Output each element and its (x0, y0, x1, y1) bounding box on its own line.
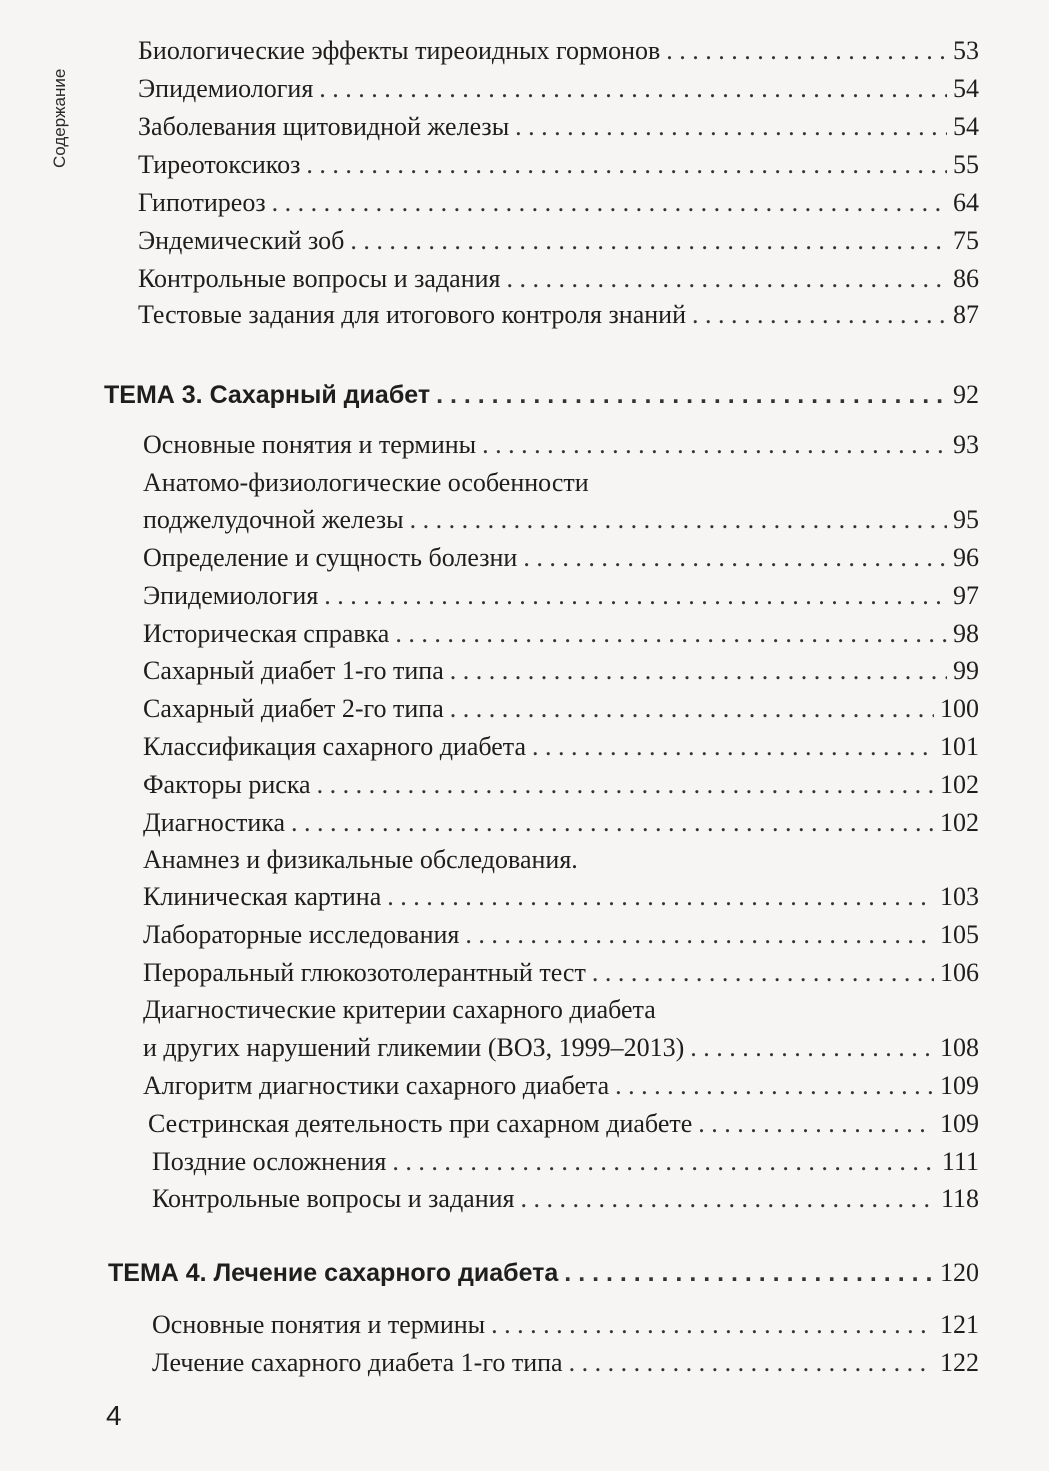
toc-entry-page: 55 (953, 150, 979, 179)
toc-entry-page: 86 (953, 264, 979, 293)
toc-entry-page: 100 (940, 694, 979, 723)
toc-entry-page: 121 (940, 1310, 979, 1339)
toc-entry (143, 880, 979, 914)
leader-dots (692, 298, 947, 332)
leader-dots (666, 34, 947, 68)
toc-entry-page: 106 (940, 958, 979, 987)
toc-entry-title: Эпидемиология (143, 581, 319, 610)
toc-entry (143, 617, 979, 651)
toc-entry-page: 95 (953, 505, 979, 534)
toc-entry-title: Тестовые задания для итогового контроля знаний (138, 300, 686, 329)
toc-entry (143, 730, 979, 764)
toc-entry (143, 541, 979, 575)
leader-dots (410, 503, 947, 537)
toc-entry (143, 843, 979, 877)
toc-entry (138, 72, 979, 106)
toc-entry-page: 93 (953, 430, 979, 459)
toc-entry-title: Сестринская деятельность при сахарном диабете (148, 1109, 693, 1138)
leader-dots (698, 1107, 934, 1141)
toc-entry-page: 102 (940, 808, 979, 837)
leader-dots (272, 186, 947, 220)
leader-dots (450, 654, 947, 688)
toc-entry-page: 54 (953, 74, 979, 103)
toc-entry-title: Тиреотоксикоз (138, 150, 301, 179)
toc-entry-title: Лечение сахарного диабета 1-го типа (152, 1348, 563, 1377)
leader-dots (350, 224, 947, 258)
toc-entry-title: Контрольные вопросы и задания (152, 1184, 515, 1213)
toc-entry (138, 148, 979, 182)
toc-entry (143, 806, 979, 840)
toc-entry-page: 101 (940, 732, 979, 761)
toc-entry (143, 428, 979, 462)
leader-dots (569, 1346, 934, 1380)
leader-dots (482, 428, 947, 462)
toc-section-heading (108, 1256, 979, 1290)
toc-entry-title: Диагностика (143, 808, 286, 837)
toc-entry-title: Историческая справка (143, 619, 390, 648)
toc-entry-title: Определение и сущность болезни (143, 543, 518, 572)
leader-dots (450, 692, 934, 726)
toc-entry-title: и других нарушений гликемии (ВОЗ, 1999–2013) (143, 1033, 685, 1062)
toc-entry (138, 110, 979, 144)
leader-dots (306, 148, 947, 182)
toc-entry-title: Сахарный диабет 2-го типа (143, 694, 444, 723)
toc-heading-title: ТЕМА 4. Лечение сахарного диабета (108, 1259, 559, 1287)
toc-entry (143, 918, 979, 952)
toc-entry-page: 122 (940, 1348, 979, 1377)
toc-entry-title: поджелудочной железы (143, 505, 404, 534)
leader-dots (436, 378, 947, 412)
toc-entry (143, 654, 979, 688)
toc-entry-title: Поздние осложнения (152, 1147, 387, 1176)
toc-entry-title: Классификация сахарного диабета (143, 732, 527, 761)
toc-entry-page: 105 (940, 920, 979, 949)
toc-entry (143, 956, 979, 990)
leader-dots (491, 1308, 934, 1342)
toc-heading-title: ТЕМА 3. Сахарный диабет (104, 381, 431, 409)
toc-entry-page: 64 (953, 188, 979, 217)
page-number: 4 (106, 1400, 122, 1431)
toc-entry (138, 186, 979, 220)
toc-entry-title: Основные понятия и термины (152, 1310, 486, 1339)
toc-entry (143, 503, 979, 537)
toc-entry-page: 120 (940, 1258, 979, 1287)
toc-entry-page: 118 (940, 1184, 979, 1213)
toc-entry-page: 54 (953, 112, 979, 141)
leader-dots (592, 956, 934, 990)
toc-entry-title: Лабораторные исследования (143, 920, 460, 949)
toc-entry-page: 92 (953, 380, 979, 409)
leader-dots (521, 1182, 935, 1216)
toc-entry (143, 768, 979, 802)
toc-entry (138, 34, 979, 68)
toc-entry-page: 109 (940, 1071, 979, 1100)
leader-dots (392, 1145, 936, 1179)
toc-entry-page: 103 (940, 882, 979, 911)
toc-entry-title: Факторы риска (143, 770, 311, 799)
toc-entry-title: Эндемический зоб (138, 226, 345, 255)
toc-entry (143, 692, 979, 726)
toc-entry (152, 1346, 979, 1380)
leader-dots (317, 768, 934, 802)
toc-entry-title: Диагностические критерии сахарного диабета (143, 995, 656, 1024)
toc-entry (143, 1069, 979, 1103)
toc-entry (143, 993, 979, 1027)
toc-entry (148, 1107, 979, 1141)
running-header-vertical (38, 48, 78, 208)
leader-dots (395, 617, 947, 651)
toc-entry-title: Эпидемиология (138, 74, 314, 103)
toc-entry-page: 97 (953, 581, 979, 610)
toc-entry-title: Алгоритм диагностики сахарного диабета (143, 1071, 610, 1100)
leader-dots (507, 262, 947, 296)
leader-dots (690, 1031, 934, 1065)
toc-entry (138, 224, 979, 258)
toc-entry-title: Контрольные вопросы и задания (138, 264, 501, 293)
toc-entry-title: Пероральный глюкозотолерантный тест (143, 958, 586, 987)
toc-entry-page: 108 (940, 1033, 979, 1062)
toc-entry-title: Анамнез и физикальные обследования. (143, 845, 578, 874)
leader-dots (615, 1069, 934, 1103)
leader-dots (465, 918, 934, 952)
toc-entry-title: Биологические эффекты тиреоидных гормонов (138, 36, 661, 65)
leader-dots (564, 1256, 934, 1290)
toc-entry (152, 1145, 979, 1179)
toc-entry-page: 75 (953, 226, 979, 255)
leader-dots (319, 72, 947, 106)
toc-entry-title: Гипотиреоз (138, 188, 266, 217)
toc-entry (152, 1182, 979, 1216)
toc-entry-title: Сахарный диабет 1-го типа (143, 656, 444, 685)
toc-entry (138, 298, 979, 332)
toc-entry-page: 98 (953, 619, 979, 648)
toc-entry-page: 99 (953, 656, 979, 685)
toc-entry-title: Основные понятия и термины (143, 430, 477, 459)
leader-dots (387, 880, 934, 914)
toc-entry-page: 87 (953, 300, 979, 329)
toc-entry-page: 53 (953, 36, 979, 65)
toc-entry-title: Заболевания щитовидной железы (138, 112, 510, 141)
toc-entry (143, 579, 979, 613)
toc-entry (138, 262, 979, 296)
toc-section-heading (104, 378, 979, 412)
leader-dots (324, 579, 947, 613)
leader-dots (291, 806, 934, 840)
leader-dots (532, 730, 934, 764)
toc-entry-title: Анатомо-физиологические особенности (143, 468, 589, 497)
toc-entry-page: 96 (953, 543, 979, 572)
toc-entry (143, 466, 979, 500)
toc-entry-title: Клиническая картина (143, 882, 382, 911)
leader-dots (523, 541, 947, 575)
running-header-text: Содержание (50, 68, 69, 168)
toc-entry-page: 111 (941, 1147, 979, 1176)
toc-entry (143, 1031, 979, 1065)
leader-dots (515, 110, 947, 144)
toc-entry-page: 109 (940, 1109, 979, 1138)
toc-entry-page: 102 (940, 770, 979, 799)
toc-entry (152, 1308, 979, 1342)
